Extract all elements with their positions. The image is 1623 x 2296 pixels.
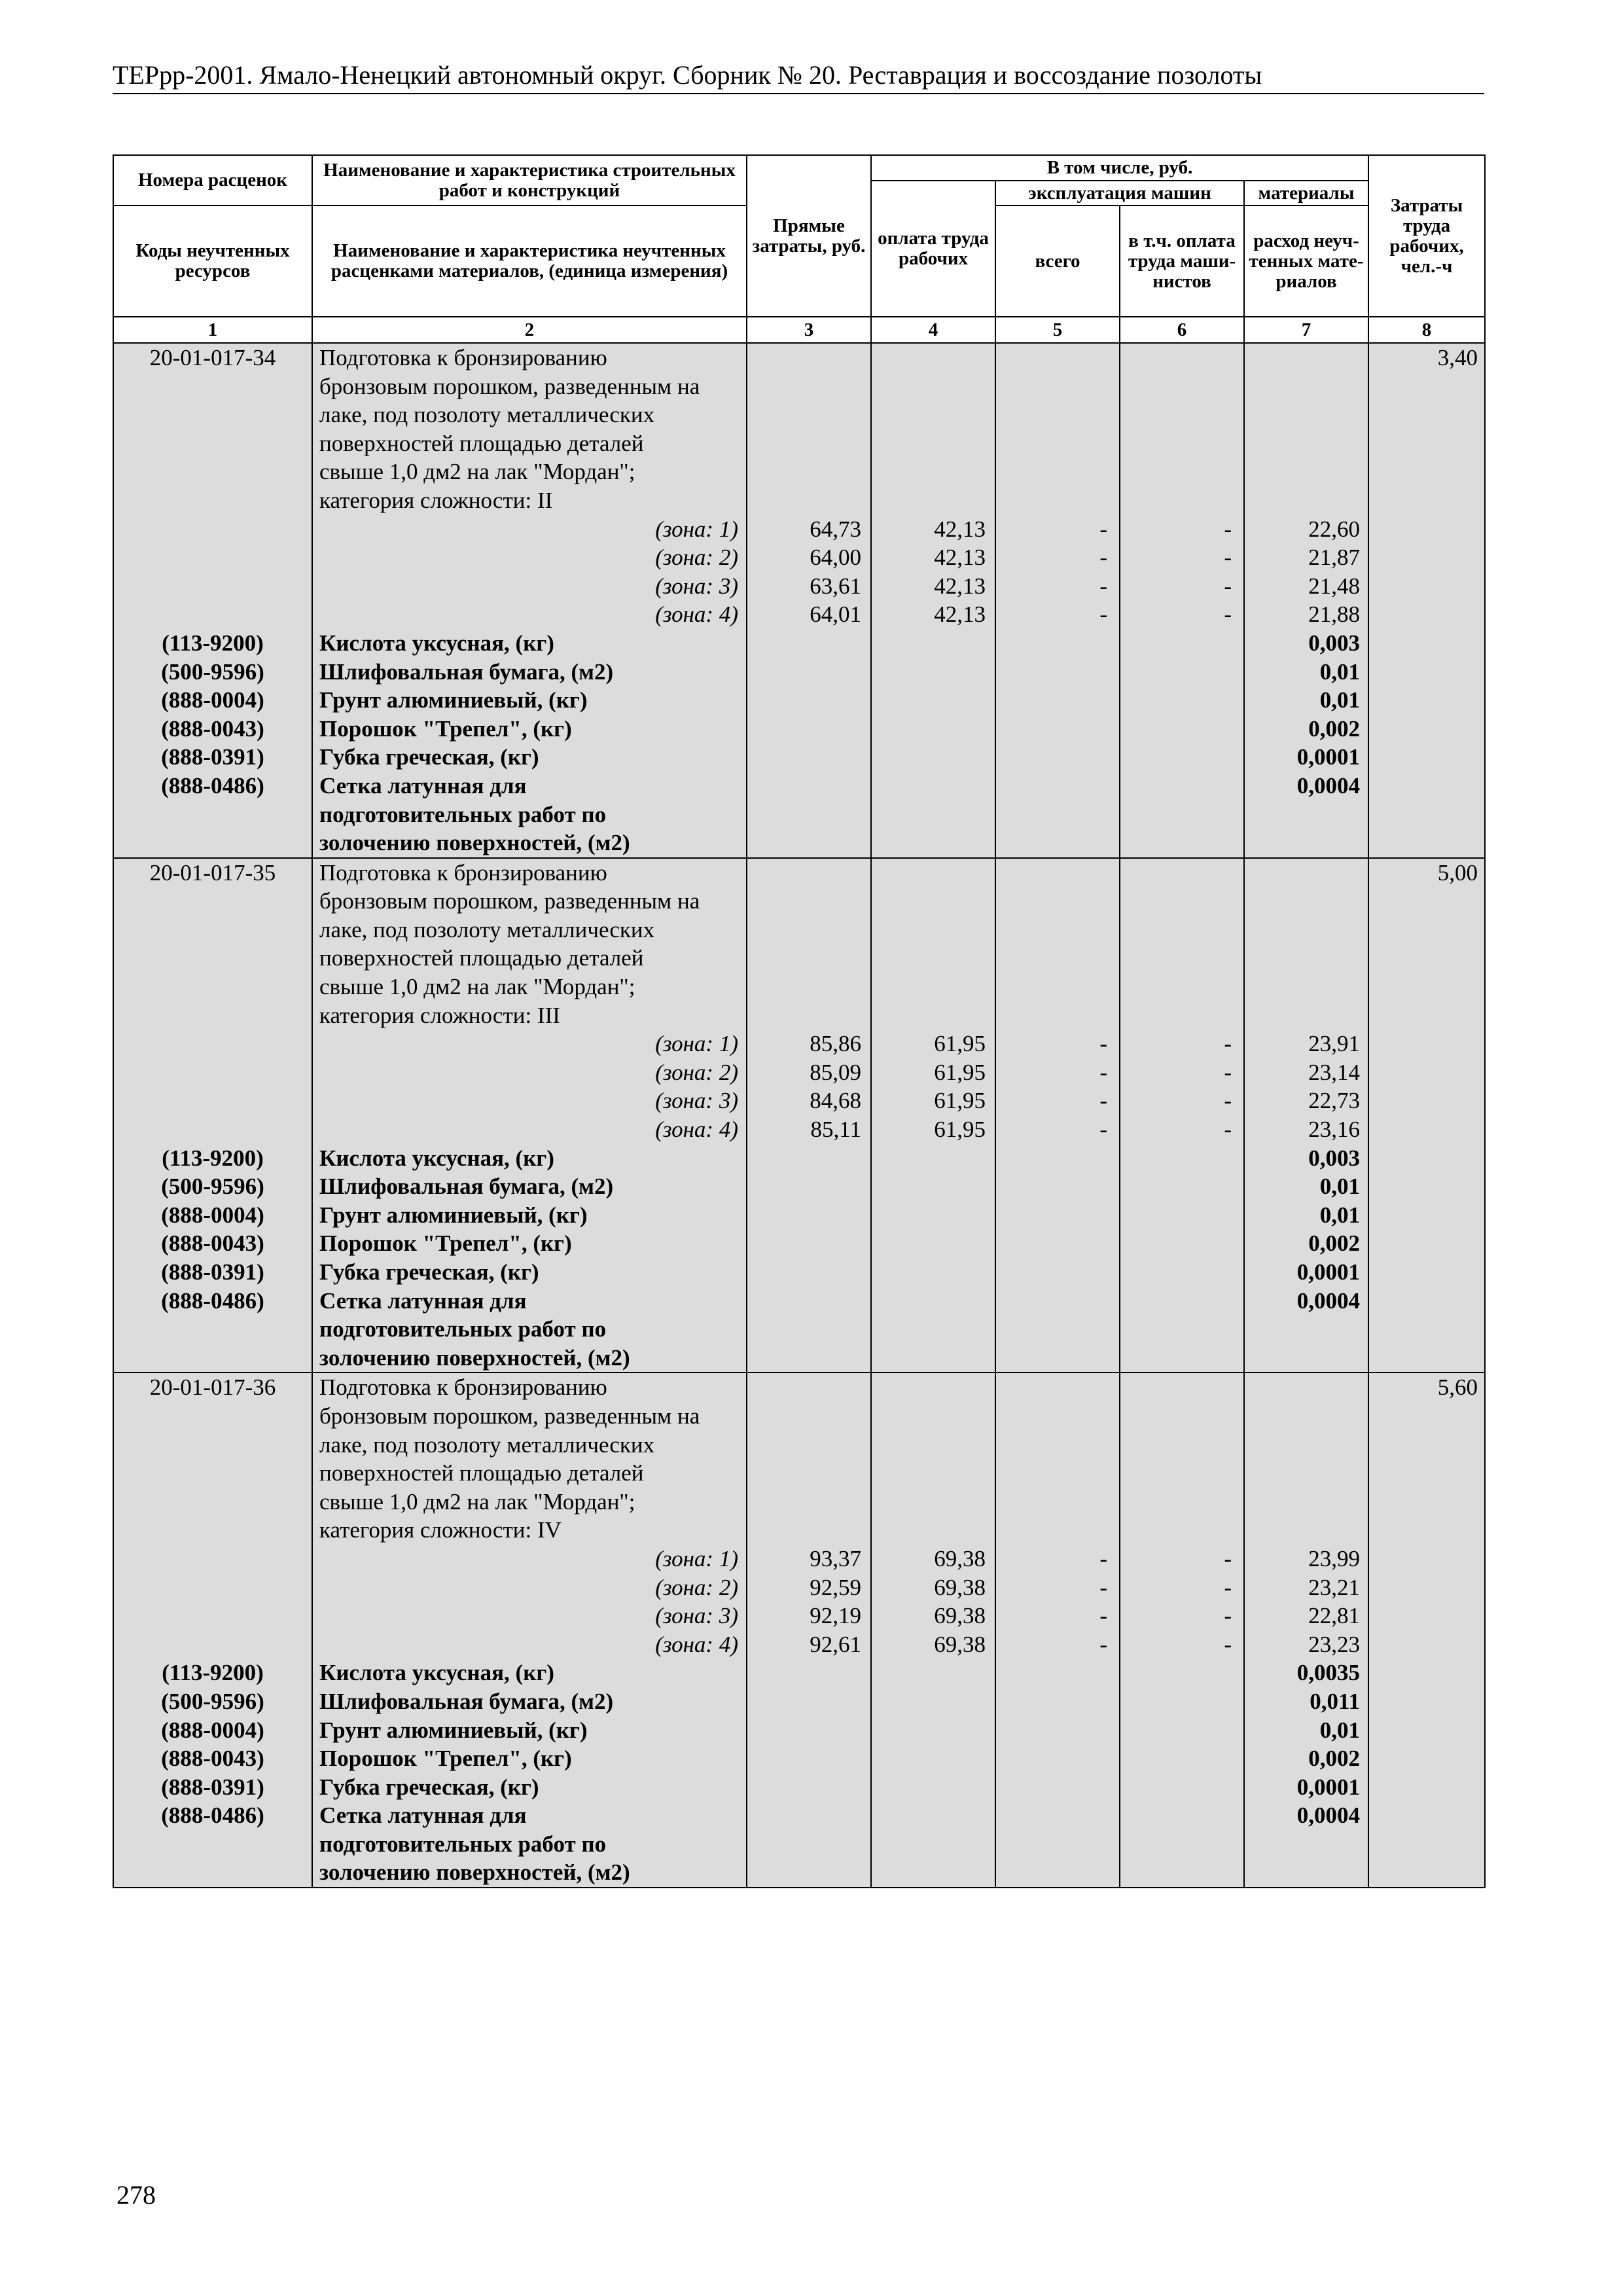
rate-description-cell bbox=[312, 1372, 747, 1888]
direct-costs-cell bbox=[747, 858, 871, 1373]
resource-code: (888-0486) bbox=[161, 1287, 264, 1314]
materials-cost-value: 23,91 bbox=[1308, 1031, 1361, 1057]
zone-label: (зона: 1) bbox=[655, 516, 738, 542]
material-quantity: 0,01 bbox=[1319, 1717, 1361, 1743]
zone-label: (зона: 2) bbox=[655, 1574, 738, 1600]
column-number: 3 bbox=[747, 317, 871, 343]
materials-cost-value: 23,14 bbox=[1308, 1059, 1361, 1085]
resource-code: (500-9596) bbox=[161, 1688, 264, 1714]
direct-cost-value: 92,61 bbox=[810, 1631, 861, 1657]
machinist-pay-value: - bbox=[1224, 516, 1232, 542]
rate-description-line: бронзовым порошком, разведенным на bbox=[319, 1403, 700, 1429]
materials-cost-value: 22,73 bbox=[1308, 1088, 1361, 1114]
machinist-pay-value: - bbox=[1224, 1603, 1232, 1629]
rate-code-cell bbox=[113, 343, 312, 858]
material-quantity: 0,003 bbox=[1308, 630, 1361, 656]
material-quantity: 0,0001 bbox=[1296, 1259, 1361, 1285]
machines-total-value: - bbox=[1099, 516, 1107, 542]
material-name-line: подготовительных работ по bbox=[319, 801, 607, 827]
rate-code: 20-01-017-34 bbox=[149, 345, 276, 370]
materials-cost-value: 22,81 bbox=[1308, 1603, 1361, 1629]
zone-label: (зона: 1) bbox=[655, 1031, 738, 1057]
direct-cost-value: 93,37 bbox=[810, 1545, 861, 1571]
page-header: ТЕРрр-2001. Ямало-Ненецкий автономный округ. Сборник № 20. Реставрация и воссоздание позолоты bbox=[113, 58, 1484, 94]
material-quantity: 0,002 bbox=[1308, 715, 1361, 742]
rate-code-cell bbox=[113, 858, 312, 1373]
worker-pay-value: 61,95 bbox=[934, 1031, 986, 1057]
rate-description-line: Подготовка к бронзированию bbox=[319, 1374, 607, 1401]
material-name-line: подготовительных работ по bbox=[319, 1316, 607, 1342]
machinist-pay-value: - bbox=[1224, 545, 1232, 571]
machines-total-cell bbox=[995, 343, 1120, 858]
resource-code: (113-9200) bbox=[162, 1145, 264, 1171]
resource-code: (888-0486) bbox=[161, 772, 264, 798]
materials-cell bbox=[1244, 1372, 1368, 1888]
rate-code-cell bbox=[113, 1372, 312, 1888]
labor-costs-cell bbox=[1368, 343, 1485, 858]
machinist-pay-value: - bbox=[1224, 1574, 1232, 1600]
material-quantity: 0,002 bbox=[1308, 1746, 1361, 1772]
material-name-line: Порошок "Трепел", (кг) bbox=[319, 715, 572, 742]
material-quantity: 0,0004 bbox=[1296, 772, 1361, 798]
table-header bbox=[113, 155, 1485, 343]
resource-code: (888-0391) bbox=[161, 1259, 264, 1285]
table-row bbox=[113, 858, 1485, 1373]
material-quantity: 0,0001 bbox=[1296, 744, 1361, 770]
zone-label: (зона: 2) bbox=[655, 1059, 738, 1085]
material-name-line: Грунт алюминиевый, (кг) bbox=[319, 1717, 588, 1743]
labor-costs-cell bbox=[1368, 1372, 1485, 1888]
worker-pay-value: 42,13 bbox=[934, 573, 986, 599]
machines-total-value: - bbox=[1099, 1088, 1107, 1114]
rate-code: 20-01-017-35 bbox=[149, 859, 276, 886]
rate-description-line: Подготовка к бронзированию bbox=[319, 859, 607, 886]
header-direct-costs: Прямые затраты, руб. bbox=[747, 155, 871, 317]
resource-code: (888-0391) bbox=[161, 1774, 264, 1800]
column-number: 4 bbox=[871, 317, 995, 343]
column-number: 5 bbox=[995, 317, 1120, 343]
column-numbers-row bbox=[113, 317, 1485, 343]
material-quantity: 0,003 bbox=[1308, 1145, 1361, 1171]
direct-cost-value: 85,09 bbox=[810, 1059, 861, 1085]
rate-description-line: категория сложности: IV bbox=[319, 1517, 562, 1543]
material-name-line: Губка греческая, (кг) bbox=[319, 744, 539, 770]
machinist-pay-cell bbox=[1120, 1372, 1244, 1888]
worker-pay-value: 69,38 bbox=[934, 1574, 986, 1600]
header-name-characteristics: Наименование и характеристика строительных работ и конструкций bbox=[312, 155, 747, 206]
resource-code: (888-0043) bbox=[161, 1230, 264, 1257]
direct-cost-value: 85,86 bbox=[810, 1031, 861, 1057]
materials-cell bbox=[1244, 858, 1368, 1373]
worker-pay-value: 61,95 bbox=[934, 1117, 986, 1143]
labor-costs-cell bbox=[1368, 858, 1485, 1373]
zone-label: (зона: 1) bbox=[655, 1545, 738, 1571]
direct-cost-value: 92,59 bbox=[810, 1574, 861, 1600]
labor-value: 5,60 bbox=[1437, 1374, 1478, 1401]
material-quantity: 0,002 bbox=[1308, 1230, 1361, 1257]
rate-block bbox=[113, 343, 1485, 858]
material-quantity: 0,01 bbox=[1319, 1202, 1361, 1228]
materials-cost-value: 23,23 bbox=[1308, 1631, 1361, 1657]
machines-total-value: - bbox=[1099, 1603, 1107, 1629]
resource-code: (888-0391) bbox=[161, 744, 264, 770]
header-machinist-pay: в т.ч. оплата труда маши- нистов bbox=[1120, 206, 1244, 317]
direct-cost-value: 84,68 bbox=[810, 1088, 861, 1114]
labor-value: 3,40 bbox=[1437, 345, 1478, 370]
rate-description-line: свыше 1,0 дм2 на лак "Мордан"; bbox=[319, 459, 635, 485]
worker-pay-value: 69,38 bbox=[934, 1603, 986, 1629]
header-machine-operation: эксплуатация машин bbox=[995, 181, 1244, 206]
table-row bbox=[113, 1372, 1485, 1888]
rate-description-line: Подготовка к бронзированию bbox=[319, 345, 607, 370]
materials-cost-value: 21,48 bbox=[1308, 573, 1361, 599]
header-unaccounted-consumption: расход неуч- тенных мате- риалов bbox=[1244, 206, 1368, 317]
column-number: 7 bbox=[1244, 317, 1368, 343]
direct-cost-value: 64,73 bbox=[810, 516, 861, 542]
page-number: 278 bbox=[116, 2180, 156, 2210]
material-quantity: 0,01 bbox=[1319, 1174, 1361, 1200]
resource-code: (888-0004) bbox=[161, 687, 264, 713]
material-name-line: Губка греческая, (кг) bbox=[319, 1774, 539, 1800]
rate-description-line: категория сложности: II bbox=[319, 487, 553, 513]
rate-description-line: свыше 1,0 дм2 на лак "Мордан"; bbox=[319, 1488, 635, 1515]
direct-costs-cell bbox=[747, 1372, 871, 1888]
zone-label: (зона: 4) bbox=[655, 1631, 738, 1657]
machinist-pay-cell bbox=[1120, 858, 1244, 1373]
resource-code: (888-0004) bbox=[161, 1717, 264, 1743]
header-including: В том числе, руб. bbox=[871, 155, 1368, 181]
resource-code: (888-0043) bbox=[161, 1746, 264, 1772]
header-worker-pay: оплата труда рабочих bbox=[871, 181, 995, 317]
machinist-pay-value: - bbox=[1224, 1117, 1232, 1143]
materials-cost-value: 21,88 bbox=[1308, 601, 1361, 628]
column-number: 2 bbox=[312, 317, 747, 343]
material-name-line: Грунт алюминиевый, (кг) bbox=[319, 1202, 588, 1228]
resource-code: (500-9596) bbox=[161, 658, 264, 685]
materials-cost-value: 23,16 bbox=[1308, 1117, 1361, 1143]
direct-cost-value: 92,19 bbox=[810, 1603, 861, 1629]
materials-cost-value: 23,21 bbox=[1308, 1574, 1361, 1600]
zone-label: (зона: 2) bbox=[655, 545, 738, 571]
material-name-line: Грунт алюминиевый, (кг) bbox=[319, 687, 588, 713]
material-name-line: Сетка латунная для bbox=[319, 1803, 527, 1829]
header-rate-numbers: Номера расценок bbox=[113, 155, 312, 206]
material-name-line: золочению поверхностей, (м2) bbox=[319, 1344, 630, 1371]
column-number: 6 bbox=[1120, 317, 1244, 343]
column-number: 8 bbox=[1368, 317, 1485, 343]
worker-pay-cell bbox=[871, 1372, 995, 1888]
rate-description-cell bbox=[312, 343, 747, 858]
header-labor-costs: Затраты труда рабочих, чел.-ч bbox=[1368, 155, 1485, 317]
machines-total-value: - bbox=[1099, 1031, 1107, 1057]
rate-code: 20-01-017-36 bbox=[149, 1374, 276, 1401]
material-name-line: Шлифовальная бумага, (м2) bbox=[319, 658, 614, 685]
resource-code: (500-9596) bbox=[161, 1174, 264, 1200]
zone-label: (зона: 3) bbox=[655, 1603, 738, 1629]
rate-description-line: поверхностей площадью деталей bbox=[319, 945, 644, 971]
machines-total-value: - bbox=[1099, 1631, 1107, 1657]
machines-total-value: - bbox=[1099, 1059, 1107, 1085]
rate-description-line: категория сложности: III bbox=[319, 1002, 560, 1028]
worker-pay-cell bbox=[871, 343, 995, 858]
worker-pay-value: 42,13 bbox=[934, 516, 986, 542]
machines-total-value: - bbox=[1099, 545, 1107, 571]
zone-label: (зона: 4) bbox=[655, 1117, 738, 1143]
machinist-pay-value: - bbox=[1224, 1088, 1232, 1114]
resource-code: (888-0043) bbox=[161, 715, 264, 742]
rate-description-cell bbox=[312, 858, 747, 1373]
machines-total-cell bbox=[995, 1372, 1120, 1888]
worker-pay-value: 42,13 bbox=[934, 545, 986, 571]
rate-block bbox=[113, 1372, 1485, 1888]
material-quantity: 0,0035 bbox=[1296, 1660, 1361, 1686]
zone-label: (зона: 4) bbox=[655, 601, 738, 628]
material-name-line: Кислота уксусная, (кг) bbox=[319, 630, 554, 656]
direct-cost-value: 64,01 bbox=[810, 601, 861, 628]
machinist-pay-value: - bbox=[1224, 1031, 1232, 1057]
rate-description-line: лаке, под позолоту металлических bbox=[319, 402, 655, 428]
header-materials: материалы bbox=[1244, 181, 1368, 206]
labor-value: 5,00 bbox=[1437, 859, 1478, 886]
zone-label: (зона: 3) bbox=[655, 1088, 738, 1114]
rate-description-line: лаке, под позолоту металлических bbox=[319, 916, 655, 942]
material-name-line: Кислота уксусная, (кг) bbox=[319, 1145, 554, 1171]
machinist-pay-value: - bbox=[1224, 573, 1232, 599]
worker-pay-value: 69,38 bbox=[934, 1631, 986, 1657]
zone-label: (зона: 3) bbox=[655, 573, 738, 599]
materials-cost-value: 21,87 bbox=[1308, 545, 1361, 571]
resource-code: (888-0486) bbox=[161, 1803, 264, 1829]
resource-code: (888-0004) bbox=[161, 1202, 264, 1228]
column-number: 1 bbox=[113, 317, 312, 343]
rates-table bbox=[113, 154, 1486, 1888]
rate-description-line: бронзовым порошком, разведенным на bbox=[319, 373, 700, 399]
header-unaccounted-materials: Наименование и характеристика неучтенных расценками материалов, (единица измерения) bbox=[312, 206, 747, 317]
machines-total-cell bbox=[995, 858, 1120, 1373]
material-quantity: 0,0004 bbox=[1296, 1803, 1361, 1829]
machinist-pay-value: - bbox=[1224, 1545, 1232, 1571]
material-name-line: Шлифовальная бумага, (м2) bbox=[319, 1688, 614, 1714]
table-row bbox=[113, 343, 1485, 858]
rate-description-line: лаке, под позолоту металлических bbox=[319, 1431, 655, 1458]
machinist-pay-cell bbox=[1120, 343, 1244, 858]
direct-costs-cell bbox=[747, 343, 871, 858]
material-name-line: Порошок "Трепел", (кг) bbox=[319, 1746, 572, 1772]
material-name-line: золочению поверхностей, (м2) bbox=[319, 1859, 630, 1886]
machines-total-value: - bbox=[1099, 601, 1107, 628]
worker-pay-value: 61,95 bbox=[934, 1088, 986, 1114]
material-quantity: 0,011 bbox=[1310, 1688, 1361, 1714]
direct-cost-value: 85,11 bbox=[810, 1117, 861, 1143]
material-name-line: Кислота уксусная, (кг) bbox=[319, 1660, 554, 1686]
material-name-line: Сетка латунная для bbox=[319, 772, 527, 798]
header-resource-codes: Коды неучтенных ресурсов bbox=[113, 206, 312, 317]
material-quantity: 0,0001 bbox=[1296, 1774, 1361, 1800]
material-name-line: Губка греческая, (кг) bbox=[319, 1259, 539, 1285]
machinist-pay-value: - bbox=[1224, 601, 1232, 628]
material-name-line: Сетка латунная для bbox=[319, 1287, 527, 1314]
worker-pay-value: 61,95 bbox=[934, 1059, 986, 1085]
material-quantity: 0,01 bbox=[1319, 658, 1361, 685]
resource-code: (113-9200) bbox=[162, 630, 264, 656]
material-quantity: 0,01 bbox=[1319, 687, 1361, 713]
material-quantity: 0,0004 bbox=[1296, 1287, 1361, 1314]
material-name-line: Шлифовальная бумага, (м2) bbox=[319, 1174, 614, 1200]
material-name-line: Порошок "Трепел", (кг) bbox=[319, 1230, 572, 1257]
machinist-pay-value: - bbox=[1224, 1631, 1232, 1657]
machines-total-value: - bbox=[1099, 1545, 1107, 1571]
material-name-line: золочению поверхностей, (м2) bbox=[319, 830, 630, 856]
materials-cost-value: 22,60 bbox=[1308, 516, 1361, 542]
rate-description-line: поверхностей площадью деталей bbox=[319, 1460, 644, 1486]
resource-code: (113-9200) bbox=[162, 1660, 264, 1686]
header-total: всего bbox=[995, 206, 1120, 317]
rate-description-line: свыше 1,0 дм2 на лак "Мордан"; bbox=[319, 974, 635, 1000]
machines-total-value: - bbox=[1099, 1574, 1107, 1600]
machinist-pay-value: - bbox=[1224, 1059, 1232, 1085]
materials-cell bbox=[1244, 343, 1368, 858]
rate-block bbox=[113, 858, 1485, 1373]
materials-cost-value: 23,99 bbox=[1308, 1545, 1361, 1571]
direct-cost-value: 64,00 bbox=[810, 545, 861, 571]
worker-pay-value: 69,38 bbox=[934, 1545, 986, 1571]
material-name-line: подготовительных работ по bbox=[319, 1831, 607, 1857]
machines-total-value: - bbox=[1099, 573, 1107, 599]
machines-total-value: - bbox=[1099, 1117, 1107, 1143]
direct-cost-value: 63,61 bbox=[810, 573, 861, 599]
worker-pay-value: 42,13 bbox=[934, 601, 986, 628]
worker-pay-cell bbox=[871, 858, 995, 1373]
rate-description-line: поверхностей площадью деталей bbox=[319, 430, 644, 456]
rate-description-line: бронзовым порошком, разведенным на bbox=[319, 888, 700, 914]
